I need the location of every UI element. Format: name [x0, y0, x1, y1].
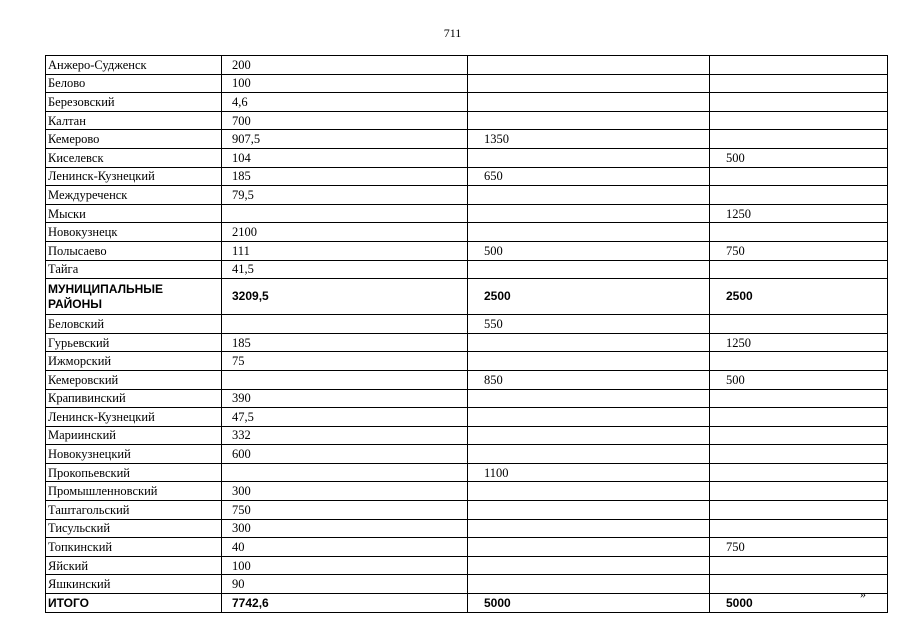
value-cell-col2 [468, 445, 710, 464]
value-cell-col2 [468, 538, 710, 557]
allocation-table [45, 55, 888, 613]
table-row [46, 223, 888, 242]
value-cell-col3: 500 [710, 148, 888, 167]
name-cell: Киселевск [46, 148, 222, 167]
table-row [46, 241, 888, 260]
value-cell-col2 [468, 111, 710, 130]
value-cell-col2 [468, 56, 710, 75]
value-cell-col1 [222, 463, 468, 482]
value-cell-col2 [468, 333, 710, 352]
name-cell: Яшкинский [46, 575, 222, 594]
value-cell-col2: 550 [468, 315, 710, 334]
value-cell-col2 [468, 186, 710, 205]
name-cell: Кемеровский [46, 370, 222, 389]
value-cell-col3 [710, 408, 888, 427]
table-row [46, 111, 888, 130]
value-cell-col3 [710, 93, 888, 112]
table-row [46, 74, 888, 93]
table-row [46, 389, 888, 408]
value-cell-col3 [710, 556, 888, 575]
value-cell-col3 [710, 352, 888, 371]
name-cell: Калтан [46, 111, 222, 130]
value-cell-col3 [710, 426, 888, 445]
value-cell-col1: 104 [222, 148, 468, 167]
value-cell-col2: 1100 [468, 463, 710, 482]
value-cell-col2 [468, 482, 710, 501]
name-cell: Мыски [46, 204, 222, 223]
value-cell-col3 [710, 445, 888, 464]
name-cell: ИТОГО [46, 594, 222, 613]
name-cell: Полысаево [46, 241, 222, 260]
value-cell-col2 [468, 93, 710, 112]
table-row [46, 186, 888, 205]
closing-quote: » [860, 587, 866, 601]
name-cell: Тисульский [46, 519, 222, 538]
table-row [46, 260, 888, 279]
name-cell: Новокузнецк [46, 223, 222, 242]
table-row [46, 315, 888, 334]
value-cell-col2 [468, 204, 710, 223]
value-cell-col1: 332 [222, 426, 468, 445]
value-cell-col3 [710, 463, 888, 482]
value-cell-col1: 3209,5 [222, 279, 468, 315]
table-row [46, 130, 888, 149]
value-cell-col2: 1350 [468, 130, 710, 149]
table-row-total [46, 279, 888, 315]
value-cell-col2 [468, 501, 710, 520]
value-cell-col2 [468, 556, 710, 575]
value-cell-col2 [468, 74, 710, 93]
value-cell-col3 [710, 111, 888, 130]
name-cell: Белово [46, 74, 222, 93]
value-cell-col1 [222, 204, 468, 223]
value-cell-col1: 7742,6 [222, 594, 468, 613]
value-cell-col2 [468, 223, 710, 242]
table-row [46, 501, 888, 520]
name-cell: Кемерово [46, 130, 222, 149]
table-row [46, 519, 888, 538]
table-row [46, 333, 888, 352]
table-row [46, 426, 888, 445]
value-cell-col3 [710, 74, 888, 93]
value-cell-col2: 850 [468, 370, 710, 389]
value-cell-col3 [710, 167, 888, 186]
name-cell: Анжеро-Судженск [46, 56, 222, 75]
table-row [46, 370, 888, 389]
value-cell-col3: 500 [710, 370, 888, 389]
value-cell-col3 [710, 186, 888, 205]
name-cell: Тайга [46, 260, 222, 279]
value-cell-col2: 5000 [468, 594, 710, 613]
table-row [46, 463, 888, 482]
table-row [46, 445, 888, 464]
table-row [46, 204, 888, 223]
value-cell-col2: 2500 [468, 279, 710, 315]
name-cell: Крапивинский [46, 389, 222, 408]
value-cell-col3: 1250 [710, 204, 888, 223]
name-cell: Березовский [46, 93, 222, 112]
value-cell-col1: 111 [222, 241, 468, 260]
value-cell-col1 [222, 370, 468, 389]
value-cell-col2 [468, 519, 710, 538]
table-body [46, 56, 888, 613]
name-cell: Прокопьевский [46, 463, 222, 482]
value-cell-col3: 1250 [710, 333, 888, 352]
name-cell: Яйский [46, 556, 222, 575]
value-cell-col1: 41,5 [222, 260, 468, 279]
value-cell-col1: 300 [222, 519, 468, 538]
value-cell-col1: 90 [222, 575, 468, 594]
value-cell-col1: 300 [222, 482, 468, 501]
value-cell-col2 [468, 260, 710, 279]
value-cell-col1: 390 [222, 389, 468, 408]
value-cell-col3 [710, 519, 888, 538]
value-cell-col2 [468, 352, 710, 371]
name-cell: Беловский [46, 315, 222, 334]
name-cell: Междуреченск [46, 186, 222, 205]
value-cell-col3: 750 [710, 538, 888, 557]
value-cell-col3 [710, 389, 888, 408]
name-cell: Новокузнецкий [46, 445, 222, 464]
value-cell-col1: 2100 [222, 223, 468, 242]
table-row [46, 56, 888, 75]
value-cell-col2 [468, 148, 710, 167]
value-cell-col2 [468, 426, 710, 445]
value-cell-col1: 185 [222, 333, 468, 352]
value-cell-col3: 750 [710, 241, 888, 260]
name-cell: Ленинск-Кузнецкий [46, 408, 222, 427]
table-row [46, 408, 888, 427]
name-cell: Гурьевский [46, 333, 222, 352]
name-cell: Ижморский [46, 352, 222, 371]
value-cell-col1: 750 [222, 501, 468, 520]
name-cell: Ленинск-Кузнецкий [46, 167, 222, 186]
value-cell-col3 [710, 130, 888, 149]
value-cell-col3 [710, 260, 888, 279]
value-cell-col1 [222, 315, 468, 334]
value-cell-col1: 47,5 [222, 408, 468, 427]
value-cell-col2 [468, 389, 710, 408]
value-cell-col3: 5000 [710, 594, 888, 613]
name-cell: Мариинский [46, 426, 222, 445]
value-cell-col1: 185 [222, 167, 468, 186]
value-cell-col2 [468, 575, 710, 594]
name-cell: Промышленновский [46, 482, 222, 501]
table-row [46, 352, 888, 371]
value-cell-col1: 40 [222, 538, 468, 557]
value-cell-col1: 700 [222, 111, 468, 130]
value-cell-col1: 907,5 [222, 130, 468, 149]
table-row [46, 167, 888, 186]
value-cell-col3 [710, 501, 888, 520]
value-cell-col1: 79,5 [222, 186, 468, 205]
table-row [46, 93, 888, 112]
value-cell-col2: 500 [468, 241, 710, 260]
table-row [46, 538, 888, 557]
table-row [46, 482, 888, 501]
table-row [46, 556, 888, 575]
value-cell-col1: 4,6 [222, 93, 468, 112]
value-cell-col3 [710, 56, 888, 75]
name-cell: Таштагольский [46, 501, 222, 520]
table-row [46, 575, 888, 594]
table-row [46, 148, 888, 167]
value-cell-col1: 100 [222, 74, 468, 93]
value-cell-col3 [710, 223, 888, 242]
value-cell-col2 [468, 408, 710, 427]
value-cell-col1: 100 [222, 556, 468, 575]
value-cell-col1: 75 [222, 352, 468, 371]
value-cell-col3 [710, 315, 888, 334]
value-cell-col3 [710, 482, 888, 501]
value-cell-col1: 200 [222, 56, 468, 75]
value-cell-col2: 650 [468, 167, 710, 186]
name-cell: МУНИЦИПАЛЬНЫЕ РАЙОНЫ [46, 279, 222, 315]
value-cell-col3: 2500 [710, 279, 888, 315]
value-cell-col1: 600 [222, 445, 468, 464]
name-cell: Топкинский [46, 538, 222, 557]
table-row-total [46, 594, 888, 613]
page-number: 711 [443, 26, 462, 40]
